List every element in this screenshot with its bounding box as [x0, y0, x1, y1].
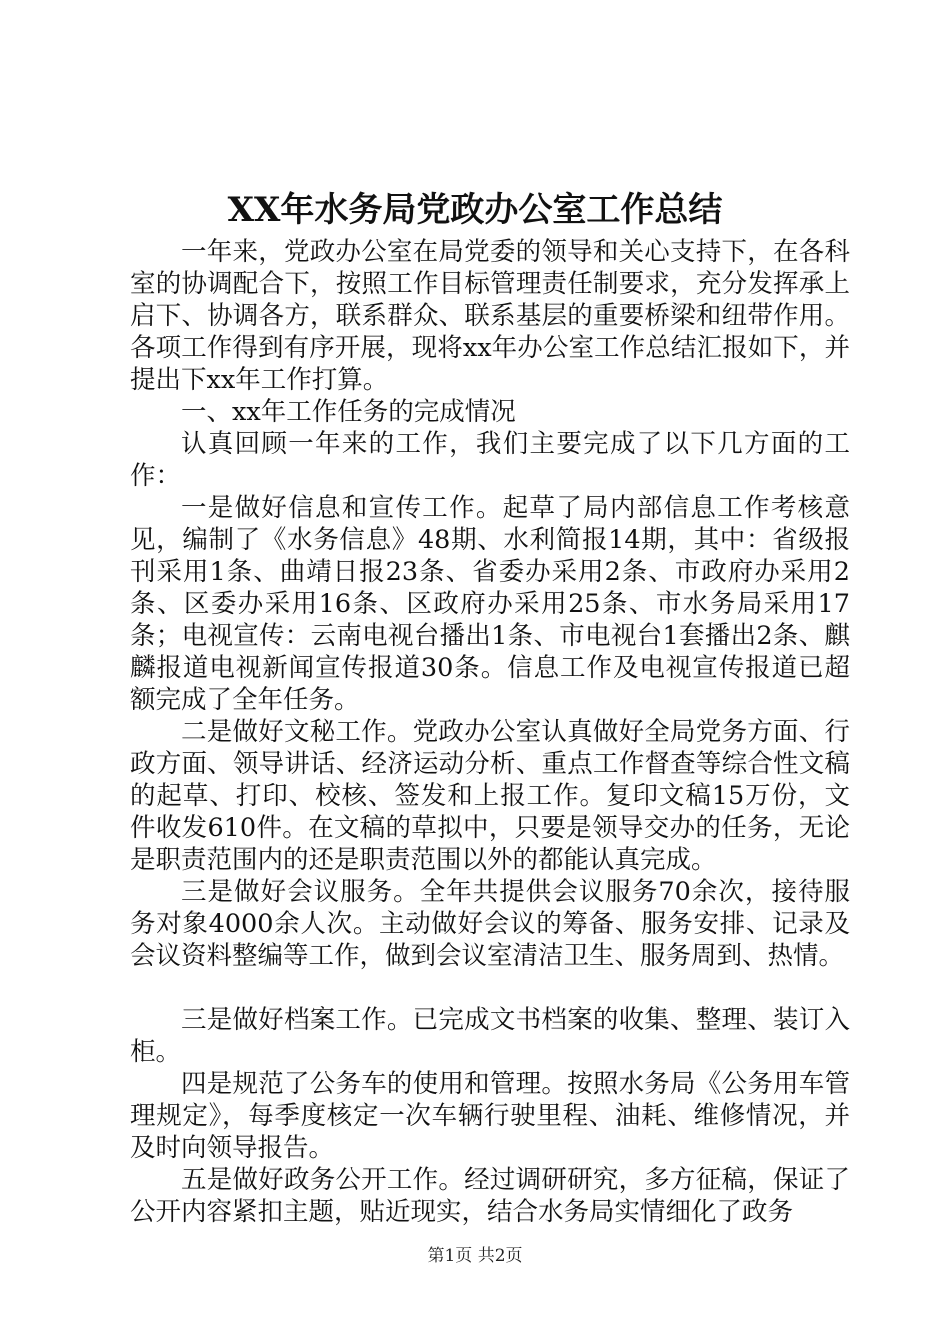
section-heading: 一、xx年工作任务的完成情况 — [181, 397, 516, 427]
paragraph-gap — [130, 972, 850, 1004]
secretarial-paragraph: 二是做好文秘工作。党政办公室认真做好全局党务方面、行政方面、领导讲话、经济运动分析、重点工作督查等综合性文稿的起草、打印、校核、签发和上报工作。复印文稿15万份，文件收发610件。在文稿的草拟中，只要是领导交办的任务，无论是职责范围内的还是职责范围以外的都能认真完成。 — [130, 717, 850, 875]
document-body — [130, 236, 850, 1228]
intro-paragraph: 一年来，党政办公室在局党委的领导和关心支持下，在各科室的协调配合下，按照工作目标管理责任制要求，充分发挥承上启下、协调各方，联系群众、联系基层的重要桥梁和纽带作用。各项工作得到有序开展，现将xx年办公室工作总结汇报如下，并提出下xx年工作打算。 — [130, 237, 850, 395]
vehicle-management-paragraph: 四是规范了公务车的使用和管理。按照水务局《公务用车管理规定》，每季度核定一次车辆行驶里程、油耗、维修情况，并及时向领导报告。 — [130, 1069, 850, 1163]
meeting-service-paragraph: 三是做好会议服务。全年共提供会议服务70余次，接待服务对象4000余人次。主动做好会议的筹备、服务安排、记录及会议资料整编等工作，做到会议室清洁卫生、服务周到、热情。 — [130, 877, 850, 971]
archives-paragraph: 三是做好档案工作。已完成文书档案的收集、整理、装订入柜。 — [130, 1005, 850, 1067]
government-affairs-paragraph: 五是做好政务公开工作。经过调研研究，多方征稿，保证了公开内容紧扣主题，贴近现实，结合水务局实情细化了政务 — [130, 1165, 850, 1227]
document-title: XX年水务局党政办公室工作总结 — [227, 190, 723, 230]
info-publicity-paragraph: 一是做好信息和宣传工作。起草了局内部信息工作考核意见，编制了《水务信息》48期、水利简报14期，其中：省级报刊采用1条、曲靖日报23条、省委办采用2条、市政府办采用2条、区委办采用16条、区政府办采用25条、市水务局采用17条；电视宣传：云南电视台播出1条、市电视台1套播出2条、麒麟报道电视新闻宣传报道30条。信息工作及电视宣传报道已超额完成了全年任务。 — [130, 493, 850, 715]
review-paragraph: 认真回顾一年来的工作，我们主要完成了以下几方面的工作： — [130, 429, 850, 491]
page-number: 第1页 共2页 — [427, 1246, 523, 1266]
